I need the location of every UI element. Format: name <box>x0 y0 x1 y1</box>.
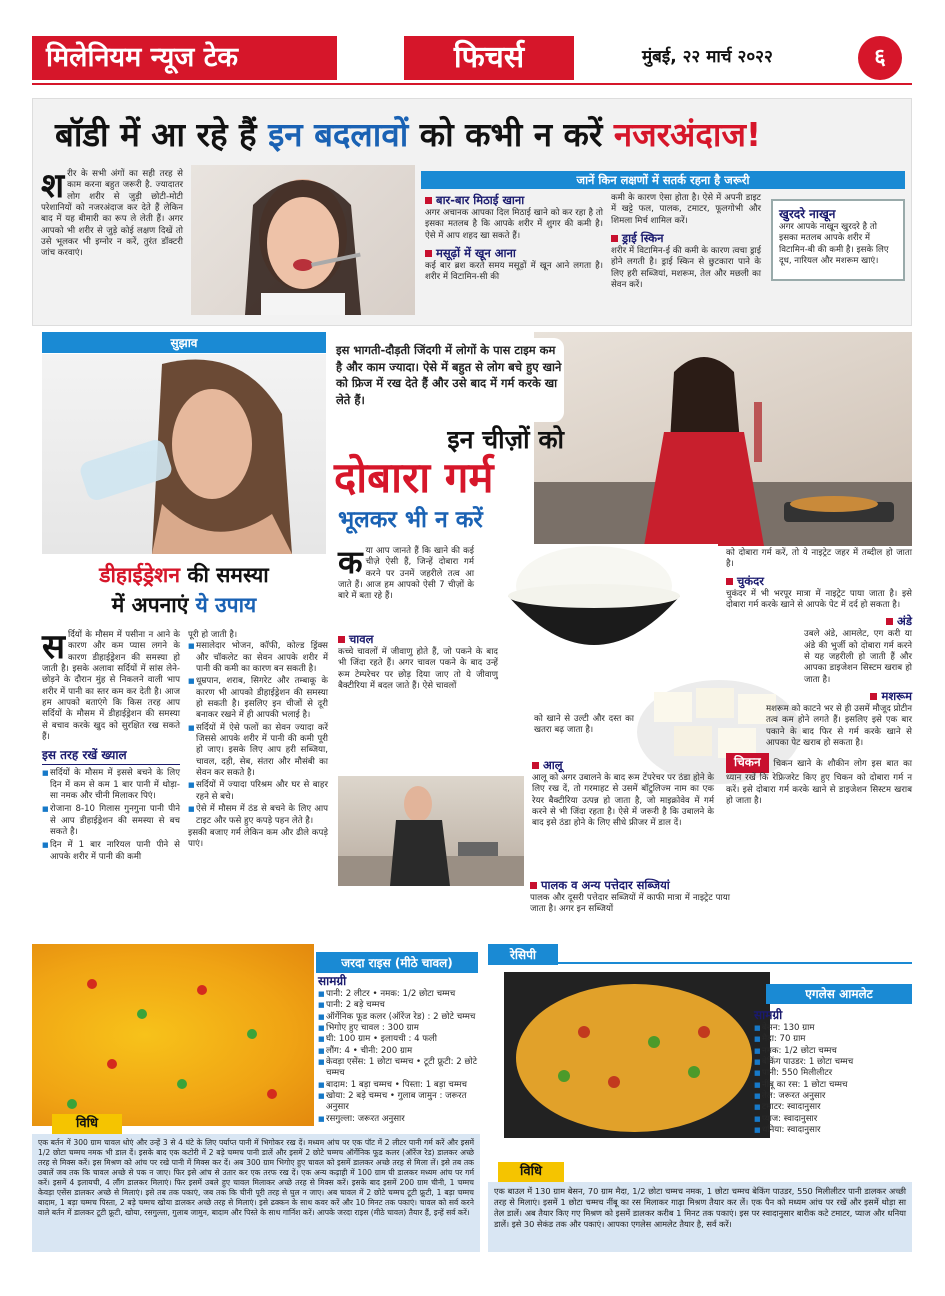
reheat-item-title: अंडे <box>897 614 912 629</box>
recipe-tag: रेसिपी <box>488 944 558 965</box>
reheat-item-text: आलू को अगर उबालने के बाद रूम टेंपरेचर पर ठंडा होने के लिए रख दें, तो गरमाहट से उसमें बॉटुलिज्म नाम का एक रेयर बैक्टीरिया उत्पन्न हो जाता है, जो माइक्रोवेव में गर्म करने से भी जिंदा रहता है। ऐसे में जरूरी है कि उबालने के बाद इसे ठंडा होने के लिए सीधे फ्रीजर में डाल दें। <box>532 773 714 829</box>
symptom-heading <box>425 193 603 208</box>
reheat-col1 <box>338 632 498 712</box>
ingredient-item: ■ बेकिंग पाउडर: 1 छोटा चम्मच <box>754 1057 912 1068</box>
omelette-method-heading: विधि <box>498 1162 564 1182</box>
chicken-text: चिकन खाने के शौकीन लोग इस बात का ध्यान रखें कि रेफ्रिजरेट किए हुए चिकन को दोबारा गर्म न करें। इसे दोबारा गर्म करके खाने से डाइजेशन सिस्टम खराब हो जाता है। <box>726 759 913 806</box>
ingredient-item: ■ ऑर्गेनिक फूड कलर (ऑरेंज रेड) : 2 छोटे चम्मच <box>318 1012 478 1023</box>
reheat-col2 <box>532 758 714 858</box>
intro-dropcap: श <box>41 166 65 206</box>
heading-marker <box>870 693 877 700</box>
ingredients-heading: सामग्री <box>318 974 347 988</box>
symptom-title: मसूढ़ों में खून आना <box>436 246 516 261</box>
heading-marker <box>532 762 539 769</box>
title-a: डीहाईड्रेशन <box>99 563 180 587</box>
ingredient-item: ■ केवड़ा एसेंस: 1 छोटा चम्मच • टूटी फ्रूटी: 2 छोटे चम्मच <box>318 1057 478 1080</box>
zarda-rice-photo <box>32 944 314 1126</box>
ingredient-item: ■ टमाटर: स्वादानुसार <box>754 1102 912 1113</box>
reheat-title-a: इन चीज़ों को <box>447 425 564 454</box>
tip-item: ■ सर्दियों में ज्यादा परिश्रम और घर से बाहर रहने से बचे। <box>188 780 328 803</box>
care-subhead: इस तरह रखें ख्याल <box>42 748 180 765</box>
headline-part1: बॉडी में आ रहे हैं <box>55 115 257 154</box>
tip-item: ■ धूम्रपान, शराब, सिगरेट और तम्बाकू के कारण भी आपको डीहाईड्रेशन की समस्या हो सकती है। इसलिए इन चीजों से दूरी बनाकर रखने में ही आपकी भलाई है। <box>188 676 328 721</box>
zarda-recipe <box>32 944 480 1254</box>
zarda-ingredients <box>318 972 478 1124</box>
reheat-item-title: चावल <box>349 632 374 646</box>
hydration-body: र्दियों के मौसम में पसीना न आने के कारण और कम प्यास लगने के कारण डीहाईड्रेशन की समस्या हो जाती है। इसके अलावा सर्दियों में सांस लेने-छोड़ने के दौरान मुंह से निकलने वाली भाप शरीर में पानी का स्तर कम कर देती है। आज हम आपको बताएंगे कि किस तरह आप सर्दियों के मौसम में डीहाईड्रेशन की समस्या से बचाव करके खुद को सुरक्षित रख सकते हैं। <box>42 630 180 743</box>
heading-marker <box>425 250 432 257</box>
symptoms-banner: जानें किन लक्षणों में सतर्क रहना है जरूरी <box>421 171 905 189</box>
symptom-col-1 <box>425 193 603 323</box>
symptom-text: शरीर में विटामिन-ई की कमी के कारण त्वचा ड्राई होने लगती है। ड्राई स्किन से छुटकारा पाने के लिए हरी सब्जियां, मशरूम, तेल और मछली का सेवन करें। <box>611 246 761 291</box>
tip-item: ■ ऐसे में मौसम में ठंड से बचने के लिए आप टाइट और फसे हुए कपड़े पहन लेते है। <box>188 804 328 827</box>
tip-item: ■ दिन में 1 बार नारियल पानी पीने से आपके शरीर में पानी की कमी <box>42 840 180 863</box>
reheat-heading <box>532 758 714 773</box>
symptom-text: कमी के कारण ऐसा होता है। ऐसे में अपनी डाइट में खट्टे फल, पालक, टमाटर, फूलगोभी और शिमला मिर्च शामिल करें। <box>611 193 761 226</box>
reheat-intro: इस भागती-दौड़ती जिंदगी में लोगों के पास टाइम कम है और काम ज्यादा। ऐसे में बहुत से लोग बचे हुए खाने को फ्रिज में रख देते हैं और उसे बाद में गर्म करके खा लेते हैं। <box>334 338 564 422</box>
top-story <box>32 98 912 326</box>
tip-item: ■ मसालेदार भोजन, कॉफी, कोल्ड ड्रिंक्स और चॉकलेट का सेवन आपके शरीर में पानी की कमी का कारण बन सकती है। <box>188 641 328 675</box>
hydration-col1 <box>42 627 180 936</box>
woman-kitchen-photo <box>338 776 524 886</box>
reheat-item-text: उबले अंडे, आमलेट, एग करी या अंडे की भुर्जी को दोबारा गर्म करने से यह जहरीली हो जाती हैं और आपका डाइजेशन सिस्टम खराब हो जाता है। <box>804 629 912 685</box>
header-rule <box>32 83 912 85</box>
title-c: में अपनाएं <box>111 593 189 617</box>
ingredients-heading: सामग्री <box>754 1008 783 1022</box>
ingredient-item: ■ तेल: जरूरत अनुसार <box>754 1091 912 1102</box>
masthead <box>32 36 912 80</box>
tip-item: ■ रोजाना 8-10 गिलास गुनगुना पानी पीने से आप डीहाईड्रेशन की समस्या से बच सकते है। <box>42 804 180 838</box>
paper-name: मिलेनियम न्यूज टेक <box>32 36 337 80</box>
heading-marker <box>530 882 537 889</box>
reheat-lead <box>338 543 474 628</box>
reheat-title-c: भूलकर भी न करें <box>338 507 483 533</box>
reheat-dropcap: क <box>338 543 363 581</box>
nails-box <box>771 199 905 281</box>
headline-part2: इन बदलावों <box>268 115 409 154</box>
symptom-text: अगर अचानक आपका दिल मिठाई खाने को कर रहा है तो इसका मतलब है कि आपके शरीर में शुगर की कमी है। ऐसे में आप शहद खा सकते हैं। <box>425 208 603 241</box>
reheat-col2-top: को खाने से उल्टी और दस्त का खतरा बढ़ जाता है। <box>534 714 634 736</box>
section-title: फिचर्स <box>404 36 574 80</box>
reheat-heading <box>530 878 730 893</box>
ingredient-item: ■ नमक: 1/2 छोटा चम्मच <box>754 1046 912 1057</box>
chicken-label: चिकन <box>726 753 769 773</box>
omelette-recipe <box>488 944 912 1254</box>
headline-part4: नजरअंदाज! <box>613 115 761 154</box>
woman-eating-photo <box>191 165 415 315</box>
page-number: ६ <box>858 36 902 80</box>
reheat-item-title: चुकंदर <box>737 573 764 588</box>
reheat-title-b: दोबारा गर्म <box>334 453 494 502</box>
ingredient-item: ■ बेसन: 130 ग्राम <box>754 1023 912 1034</box>
ingredient-item: ■ पानी: 2 लीटर • नमक: 1/2 छोटा चम्मच <box>318 989 478 1000</box>
reheat-section <box>334 332 912 938</box>
col2-end: इसकी बजाए गर्म लेकिन कम और ढीले कपड़े पाएं। <box>188 827 328 850</box>
reheat-heading <box>338 632 498 647</box>
reheat-lead-text: या आप जानते हैं कि खाने की कई चीज़े ऐसी हैं, जिन्हें दोबारा गर्म करने पर उनमें जहरीले तत्व आ जाते हैं। आज हम आपको ऐसी 7 चीज़ों के बारे में बता रहे हैं। <box>338 546 474 602</box>
heading-marker <box>611 235 618 242</box>
tip-item: ■ सर्दियों में ऐसे फलों का सेवन ज्यादा करें जिससे आपके शरीर में पानी की कमी पूरी हो जाए। इसके लिए आप हरी सब्जिया, चावल, दही, सेब, संतरा और मौसंबी का सेवन कर सकते है। <box>188 723 328 780</box>
dateline: मुंबई, २२ मार्च २०२२ <box>642 47 773 67</box>
omelette-title: एगलेस आमलेट <box>766 984 912 1004</box>
chicken-box <box>726 753 912 807</box>
symptom-col-2 <box>611 193 761 323</box>
reheat-item-text: मशरूम को काटने भर से ही उसमें मौजूद प्रोटीन तत्व कम होने लगते हैं। इसलिए इसे एक बार पकाने के बाद फिर से गर्म करके खाने से आपका पेट खराब हो सकता है। <box>766 704 912 749</box>
tip-tag: सुझाव <box>42 332 326 353</box>
reheat-heading <box>726 689 912 704</box>
ingredient-item: ■ खोया: 2 बड़े चम्मच • गुलाब जामुन : जरूरत अनुसार <box>318 1091 478 1114</box>
reheat-item-text: पालक और दूसरी पत्तेदार सब्जियों में काफी मात्रा में नाइट्रेट पाया जाता है। अगर इन सब्जियों <box>530 893 730 915</box>
ingredient-item: ■ पानी: 2 बड़े चम्मच <box>318 1000 478 1011</box>
ingredient-item: ■ मैदा: 70 ग्राम <box>754 1034 912 1045</box>
hydration-title <box>42 560 326 626</box>
intro-body: रीर के सभी अंगों का सही तरह से काम करना बहुत जरूरी है. ज्यादातर लोग शरीर से जुड़ी छोटी-मोटी परेशानियों को नजरअंदाज कर देते हैं लेकिन बाद में यह बीमारी का रूप ले लेती हैं। अगर आपको भी शरीर से जुड़े कोई लक्षण दिखें तो उसे भूलकर भी इग्नोर न करें, तुरंत डॉक्टरी जांच करवाएं। <box>41 169 183 259</box>
zarda-title: जरदा राइस (मीठे चावल) <box>316 952 478 973</box>
ingredient-item: ■ धनिया: स्वादानुसार <box>754 1125 912 1136</box>
reheat-col2-bottom <box>530 878 730 934</box>
nails-text: अगर आपके नाखून खुरदरे है तो इसका मतलब आपके शरीर में विटामिन-बी की कमी है। इसके लिए दूध, नारियल और मशरूम खाएं। <box>779 222 889 267</box>
omelette-photo <box>504 972 770 1138</box>
woman-drinking-photo <box>42 354 326 554</box>
reheat-item-title: पालक व अन्य पत्तेदार सब्जियां <box>541 878 670 892</box>
ingredient-item: ■ घी: 100 ग्राम • इलायची : 4 फली <box>318 1034 478 1045</box>
title-b: की समस्या <box>187 563 269 587</box>
reheat-item-text: को दोबारा गर्म करें, तो ये नाइट्रेट जहर में तब्दील हो जाता है। <box>726 548 912 570</box>
heading-marker <box>425 197 432 204</box>
reheat-heading <box>726 574 912 589</box>
rice-bowl-photo <box>480 544 718 672</box>
reheat-item-title: आलू <box>543 758 563 772</box>
zarda-method: एक बर्तन में 300 ग्राम चावल धोएं और उन्हें 3 से 4 घंटे के लिए पर्याप्त पानी में भिगोकर रख दें। मध्यम आंच पर एक पॉट में 2 लीटर पानी गर्म करें और इसमें 1/2 छोटा चम्मच नमक भी डाल दें। इसके बाद एक कटोरी में 2 बड़े चम्मच पानी डालें और इसमें 2 छोटे चम्मच ऑर्गेनिक फूड कलर (ऑरेंज रेड) डालकर अच्छे तरह से मिक्स करें। इस मिश्रण को आंच पर रखे पानी में मिक्स कर दें। अब 300 ग्राम भिगोए हुए चावल को इसमें डालकर अच्छे तरह से मिला लें। इसे तब तक उबालें जब तक कि चावल अच्छे से पक न जाए। फिर इसे आंच से उतार कर एक तरफ रख दें। एक अन्य कढ़ाही में 100 ग्राम घी डालकर मध्यम आंच पर गर्म करें। इसमें 4 इलायची, 4 लौंग डालकर मिलाएं। फिर इसमें उबले हुए चावल मिलाकर अच्छे तरह से मिक्स करें। इसके बाद इसमें 200 ग्राम चीनी, 1 चम्मच केवड़ा एसेंस डालकर अच्छे से मिलाएं। इसे तब तक पकाएं, जब तक कि चीनी पूरी तरह से घुल न जाए। अब चावल में 2 छोटे चम्मच टूटी फ्रूटी, 1 बड़ा चम्मच बादाम, 1 बड़ा चम्मच पिस्ता, 2 बड़े चम्मच खोया डालकर अच्छे तरह से मिलाएं। इसे ढक्कन के साथ कवर करें और 10 मिनट तक पकाएं। चावल को सर्व करने वाले बर्तन में डालकर टूटी फ्रूटी, खोया, रसगुल्ला, गुलाब जामुन, बादाम और पिस्ते के साथ गार्निश करें। आपके जरदा राइस (मीठे चावल) तैयार हैं, इन्हें सर्व करें। <box>32 1134 480 1252</box>
ingredient-item: ■ भिगोए हुए चावल : 300 ग्राम <box>318 1023 478 1034</box>
nails-title: खुरदरे नाखून <box>779 207 836 221</box>
symptom-heading <box>425 246 603 261</box>
reheat-item-title: मशरूम <box>881 689 912 704</box>
symptom-text: कई बार ब्रश करते समय मसूढ़ों में खून आने लगता है। शरीर में विटामिन-सी की <box>425 261 603 283</box>
tip-item: ■ सर्दियों के मौसम में इससे बचने के लिए दिन में कम से कम 1 बार पानी में थोड़ा-सा नमक और चीनी मिलाकर पिएं। <box>42 768 180 802</box>
omelette-ingredients <box>754 1006 912 1136</box>
recipe-tag-rule <box>488 962 912 964</box>
symptom-title: बार-बार मिठाई खाना <box>436 193 525 207</box>
hydration-dropcap: स <box>42 627 65 667</box>
hydration-section <box>32 332 328 938</box>
symptom-title: ड्राई स्किन <box>622 231 664 246</box>
headline-part3: को कभी न करें <box>419 115 603 154</box>
heading-marker <box>338 636 345 643</box>
ingredient-item: ■ पानी: 550 मिलीलीटर <box>754 1068 912 1079</box>
intro-text <box>41 166 183 319</box>
ingredient-item: ■ बादाम: 1 बड़ा चम्मच • पिस्ता: 1 बड़ा चम्मच <box>318 1080 478 1091</box>
ingredient-item: ■ रसगुल्ला: जरूरत अनुसार <box>318 1114 478 1125</box>
ingredient-item: ■ प्याज: स्वादानुसार <box>754 1114 912 1125</box>
reheat-item-text: कच्चे चावलों में जीवाणु होते हैं, जो पकने के बाद भी जिंदा रहते हैं। अगर चावल पकने के बाद उन्हें रूम टेम्परेचर पर छोड़ दिया जाए तो ये जीवाणु बैक्टीरिया में बदल जाते हैं। ऐसे चावलों <box>338 647 498 692</box>
reheat-item-text: चुकंदर में भी भरपूर मात्रा में नाइट्रेट पाया जाता है। इसे दोबारा गर्म करके खाने से आपके पेट में दर्द हो सकता है। <box>726 588 912 611</box>
omelette-method: एक बाउल में 130 ग्राम बेसन, 70 ग्राम मैदा, 1/2 छोटा चम्मच नमक, 1 छोटा चम्मच बेकिंग पाउडर, 550 मिलीलीटर पानी डालकर अच्छी तरह से मिलाएं। इसमें 1 छोटा चम्मच नींबू का रस मिलाकर गाढ़ा मिश्रण तैयार कर लें। एक पैन को मध्यम आंच पर रखें और इसमें थोड़ा सा तेल डालें। अब तैयार किए गए मिश्रण को इसमें डालकर करीब 1 मिनट तक पकाएं। इस पर स्वादानुसार बारीक कटे टमाटर, प्याज और धनिया डालें। इसे 30 सेकंड तक और पकाएं। आपका एगलेस आमलेट तैयार है, सर्व करें। <box>488 1182 912 1252</box>
title-d: ये उपाय <box>195 593 257 617</box>
zarda-method-heading: विधि <box>52 1114 122 1134</box>
heading-marker <box>886 618 893 625</box>
hydration-col2 <box>188 630 328 936</box>
col2-start: पूरी हो जाती है। <box>188 630 238 640</box>
ingredient-item: ■ नींबू का रस: 1 छोटा चम्मच <box>754 1080 912 1091</box>
symptom-heading <box>611 231 761 246</box>
reheat-heading <box>726 614 912 629</box>
reheat-col3 <box>726 548 912 938</box>
heading-marker <box>726 578 733 585</box>
headline <box>55 111 905 161</box>
ingredient-item: ■ लौंग: 4 • चीनी: 200 ग्राम <box>318 1046 478 1057</box>
